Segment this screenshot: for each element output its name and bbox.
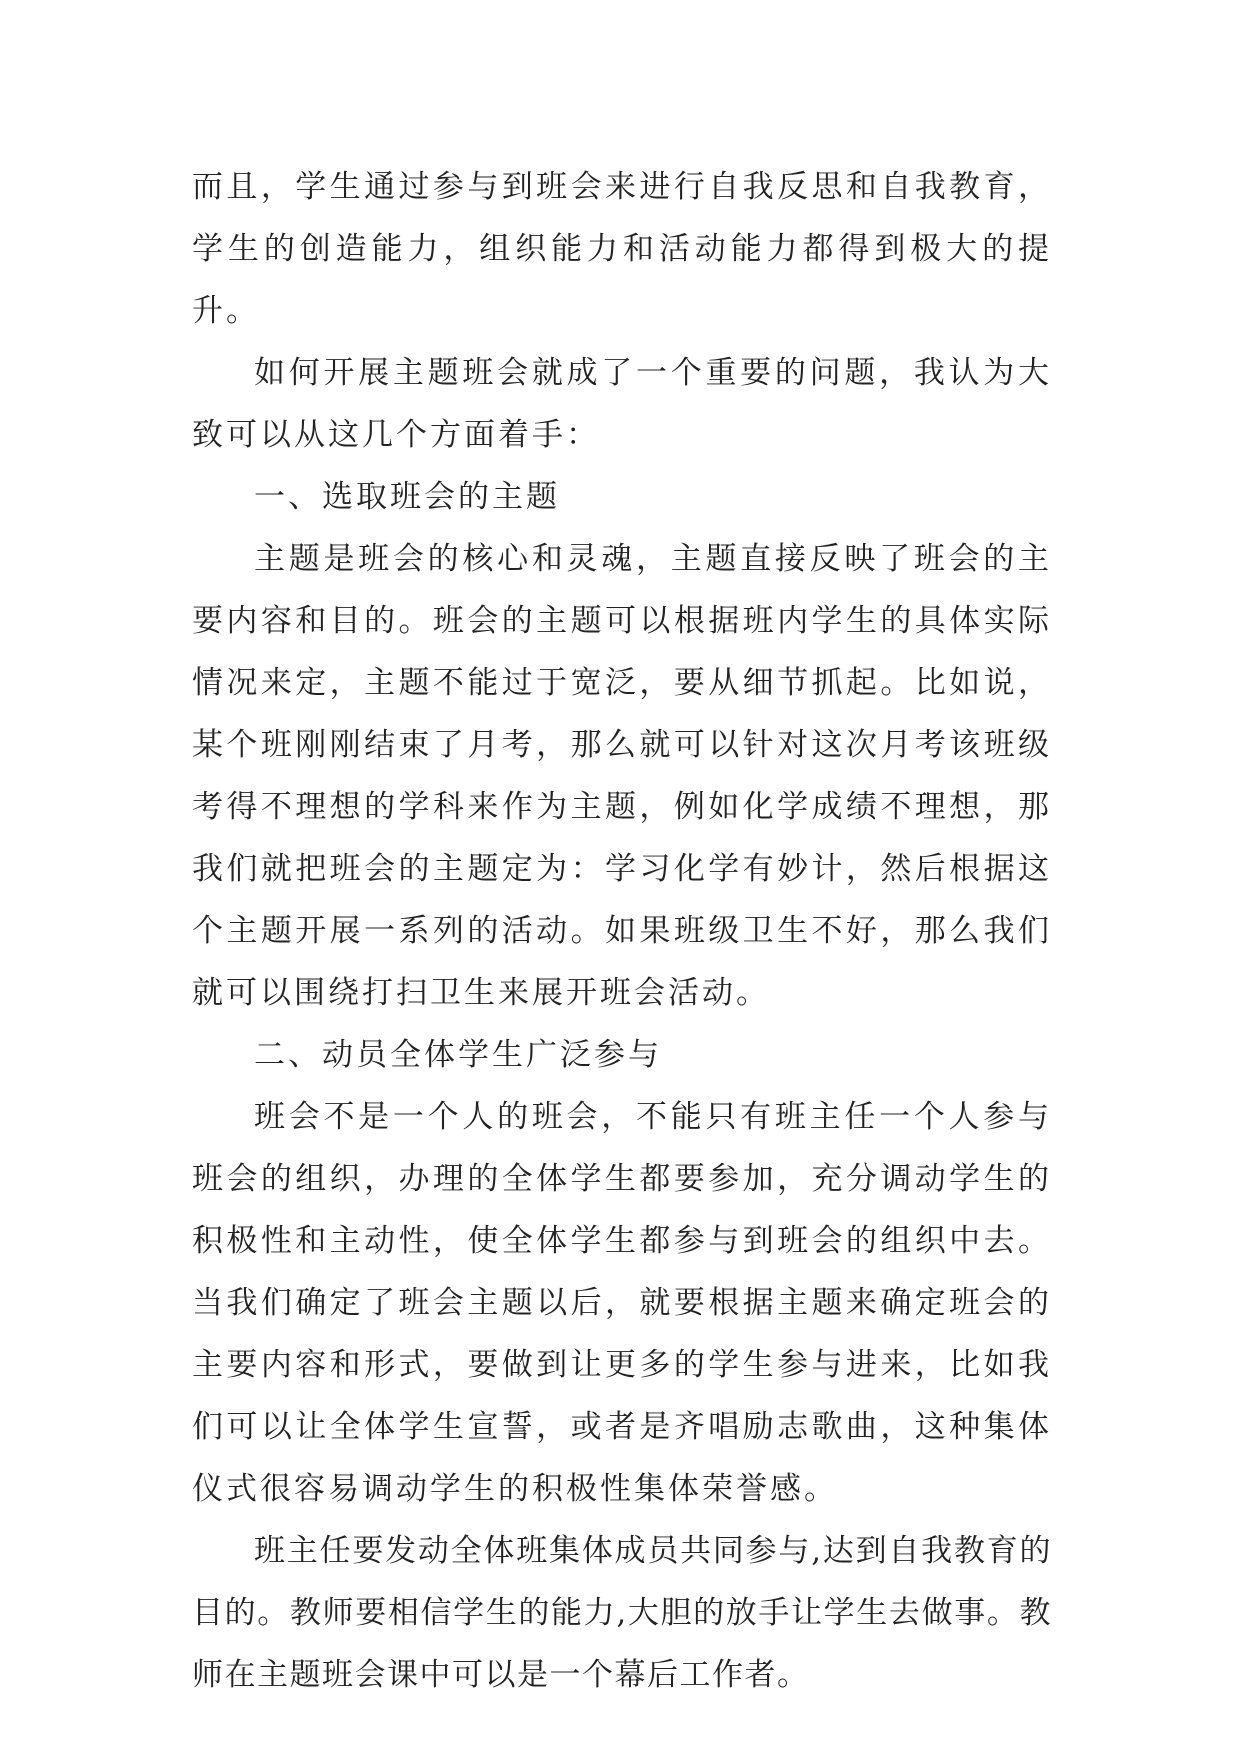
paragraph-choose-theme: 主题是班会的核心和灵魂，主题直接反映了班会的主要内容和目的。班会的主题可以根据班内学生的具体实际情况来定，主题不能过于宽泛，要从细节抓起。比如说，某个班刚刚结束了月考，那么就可以针对这次月考该班级考得不理想的学科来作为主题，例如化学成绩不理想，那我们就把班会的主题定为：学习化学有妙计，然后根据这个主题开展一系列的活动。如果班级卫生不好，那么我们就可以围绕打扫卫生来展开班会活动。 [192,541,1052,1011]
paragraph-mobilize-students: 班会不是一个人的班会，不能只有班主任一个人参与班会的组织，办理的全体学生都要参加，充分调动学生的积极性和主动性，使全体学生都参与到班会的组织中去。当我们确定了班会主题以后，就要根据主题来确定班会的主要内容和形式，要做到让更多的学生参与进来，比如我们可以让全体学生宣誓，或者是齐唱励志歌曲，这种集体仪式很容易调动学生的积极性集体荣誉感。 [192,1099,1052,1507]
paragraph-teacher-role: 班主任要发动全体班集体成员共同参与,达到自我教育的目的。教师要相信学生的能力,大胆的放手让学生去做事。教师在主题班会课中可以是一个幕后工作者。 [192,1533,1052,1693]
paragraph-how-to-conduct: 如何开展主题班会就成了一个重要的问题，我认为大致可以从这几个方面着手： [192,355,1052,453]
section-heading-1: 一、选取班会的主题 [254,479,560,515]
document-body [192,156,1052,1706]
section-heading-2: 二、动员全体学生广泛参与 [254,1037,662,1073]
paragraph-intro-continuation: 而且，学生通过参与到班会来进行自我反思和自我教育，学生的创造能力，组织能力和活动能力都得到极大的提升。 [192,169,1052,329]
